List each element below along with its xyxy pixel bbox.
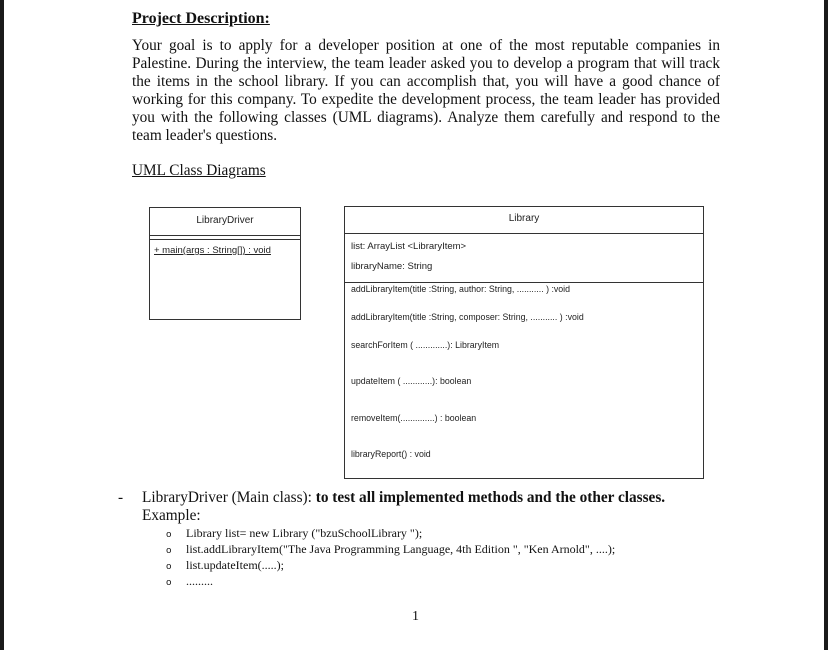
class-name: Library [345, 207, 703, 234]
intro-paragraph: Your goal is to apply for a developer position at one of the most reputable companies in Palestine. During the interview, the team leader asked you to develop a program that will track the items in the school library. If you can accomplish that, you will have a good chance of working for this company. To expedite the development process, the team leader has provided you with the following classes (UML diagrams). Analyze them carefully and respond to the team leader's questions. [132, 37, 720, 144]
example-label: Example: [142, 507, 201, 524]
project-description-heading: Project Description: [132, 10, 270, 27]
class-name: LibraryDriver [150, 208, 300, 236]
sub-bullet-marker: o [166, 546, 172, 556]
library-class-box [344, 206, 704, 479]
method-library-report: libraryReport() : void [351, 449, 431, 459]
example-item-text: ......... [186, 574, 213, 588]
bullet-label: LibraryDriver (Main class): [142, 489, 312, 506]
right-border [824, 0, 828, 650]
sub-bullet-marker: o [166, 578, 172, 588]
example-item [166, 542, 615, 557]
example-item [166, 526, 422, 541]
method-add-item-author: addLibraryItem(title :String, author: String, ........... ) :void [351, 284, 571, 294]
method-remove-item: removeItem(..............) : boolean [351, 413, 477, 423]
attribute-library-name: libraryName: String [351, 261, 433, 272]
example-item [166, 574, 213, 589]
example-item-text: list.addLibraryItem("The Java Programming Language, 4th Edition ", "Ken Arnold", ....); [186, 542, 616, 556]
attribute-list: list: ArrayList <LibraryItem> [351, 241, 467, 252]
bullet-text [142, 489, 665, 507]
example-item [166, 558, 284, 573]
bullet-bold-text: to test all implemented methods and the other classes. [315, 489, 666, 506]
method-search-for-item: searchForItem ( .............): LibraryItem [351, 340, 500, 350]
example-item-text: Library list= new Library ("bzuSchoolLibrary "); [186, 526, 423, 540]
library-driver-class-box [149, 207, 301, 320]
uml-section-title: UML Class Diagrams [132, 162, 266, 179]
method-add-item-composer: addLibraryItem(title :String, composer: String, ........... ) :void [351, 312, 584, 322]
attributes-compartment [345, 234, 703, 283]
sub-bullet-marker: o [166, 562, 172, 572]
document-page [4, 0, 824, 650]
page-number: 1 [412, 609, 419, 624]
example-item-text: list.updateItem(.....); [186, 558, 284, 572]
method-update-item: updateItem ( ............): boolean [351, 376, 472, 386]
bullet-dash: - [118, 489, 124, 506]
main-method: + main(args : String[]) : void [154, 245, 271, 256]
sub-bullet-marker: o [166, 530, 172, 540]
